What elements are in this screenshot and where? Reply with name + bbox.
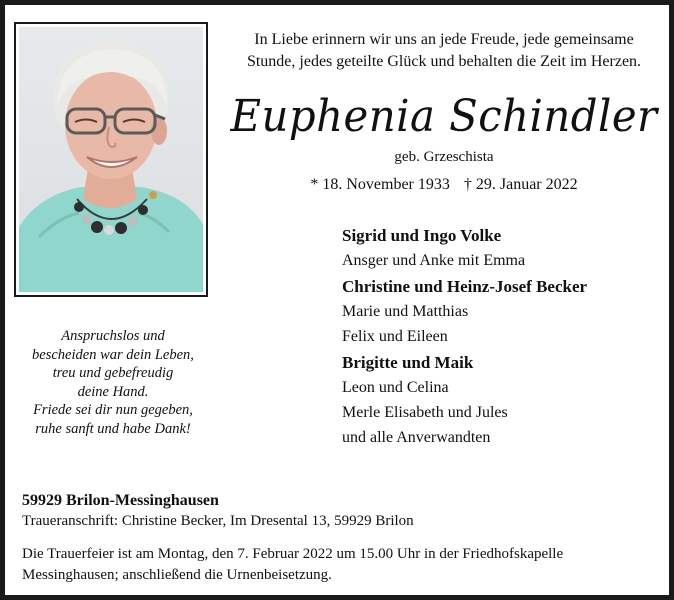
- service-info: [22, 544, 642, 586]
- maiden-name: geb. Grzeschista: [394, 149, 494, 165]
- service-line: Die Trauerfeier ist am Montag, den 7. Februar 2022 um 15.00 Uhr in der Friedhofskapelle: [22, 546, 564, 562]
- family-member: Felix und Eileen: [342, 328, 448, 345]
- deceased-name: Euphenia Schindler: [230, 91, 658, 142]
- death-date: † 29. Januar 2022: [463, 176, 578, 193]
- portrait-frame: [14, 22, 208, 297]
- family-head: Sigrid und Ingo Volke: [342, 226, 502, 245]
- intro-line: In Liebe erinnern wir uns an jede Freude, jede gemeinsame: [254, 31, 634, 48]
- verse-line: treu und gebefreudig: [52, 365, 174, 381]
- family-member: und alle Anverwandten: [342, 429, 491, 446]
- portrait-illustration: [19, 27, 203, 292]
- birth-date: * 18. November 1933: [310, 176, 450, 193]
- family-member: Marie und Matthias: [342, 303, 469, 320]
- life-dates: [217, 174, 671, 196]
- city-heading: 59929 Brilon-Messinghausen: [22, 492, 219, 509]
- intro-text: [217, 29, 671, 73]
- service-line: Messinghausen; anschließend die Urnenbeisetzung.: [22, 567, 332, 583]
- family-member: Leon und Celina: [342, 379, 449, 396]
- address-block: [22, 491, 662, 532]
- mourning-address: Traueranschrift: Christine Becker, Im Dresental 13, 59929 Brilon: [22, 513, 414, 529]
- memorial-verse: [15, 327, 211, 438]
- family-head: Christine und Heinz-Josef Becker: [342, 277, 588, 296]
- family-member: Ansger und Anke mit Emma: [342, 252, 526, 269]
- verse-line: ruhe sanft und habe Dank!: [35, 420, 191, 437]
- verse-line: bescheiden war dein Leben,: [32, 346, 194, 363]
- verse-line: Anspruchslos und: [61, 328, 165, 344]
- intro-line: Stunde, jedes geteilte Glück und behalten die Zeit im Herzen.: [246, 53, 642, 70]
- family-head: Brigitte und Maik: [342, 353, 474, 372]
- portrait-photo: [19, 27, 203, 292]
- family-member: Merle Elisabeth und Jules: [342, 404, 508, 421]
- family-list: [342, 222, 662, 450]
- verse-line: Friede sei dir nun gegeben,: [33, 402, 193, 418]
- verse-line: deine Hand.: [77, 383, 149, 400]
